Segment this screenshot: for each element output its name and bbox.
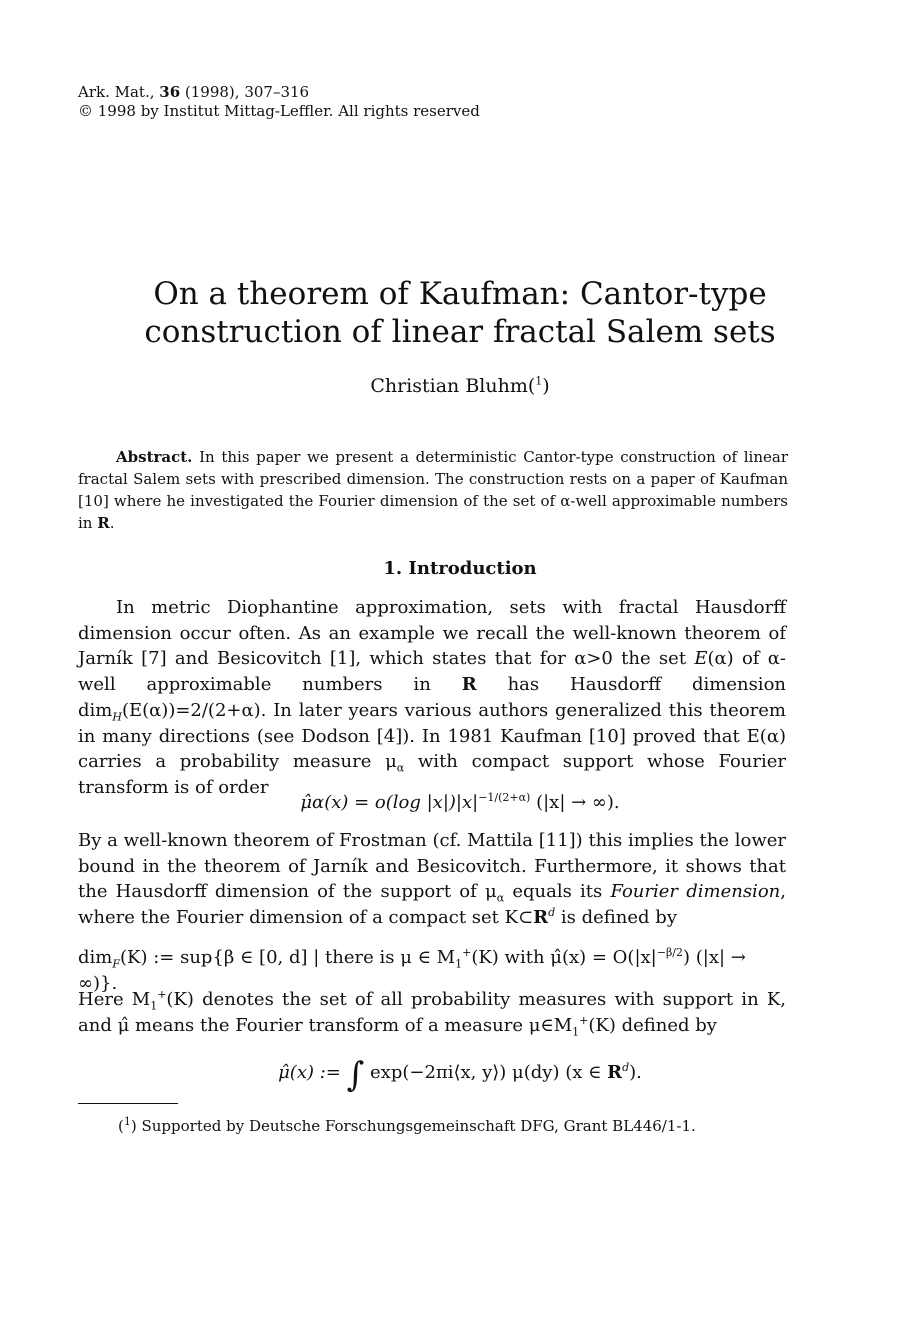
volume-number: 36 — [159, 83, 181, 101]
copyright-line: © 1998 by Institut Mittag-Leffler. All rights reserved — [78, 102, 480, 120]
paragraph-3: Here $M_1^+(K)$ denotes the set of all probability measures with support in K, and μ̂ means the Fourier transform of a measure $\mu\in M_1^+(K)$ defined by — [78, 988, 786, 1039]
equation-fourier-decay: μ̂α(x) = o(log $|x|)|x|^{-1/(2+\alpha)}$ (|x| → ∞). — [300, 791, 620, 813]
footnote-rule — [78, 1103, 178, 1104]
journal-header — [78, 83, 480, 121]
title-line-2: construction of linear fractal Salem sets — [144, 314, 776, 350]
integral-sign: ∫ — [346, 1055, 365, 1095]
footnote-mark: 1 — [123, 1115, 131, 1128]
paper-title — [0, 275, 920, 351]
journal-citation: Ark. Mat., 36 (1998), 307–316 — [78, 83, 310, 101]
title-line-1: On a theorem of Kaufman: Cantor-type — [153, 276, 767, 312]
paragraph-2: By a well-known theorem of Frostman (cf. Mattila [11]) this implies the lower bound in the theorem of Jarník and Besicovitch. Furthermore, it shows that the Hausdorff dimension of the support of $\mu_\alpha$ equals its Fourier dimension, where the Fourier dimension of a compact set $K\subset R^d$ is defined by — [78, 830, 786, 929]
abstract-label: Abstract. — [116, 448, 193, 466]
author-footnote-mark: 1 — [535, 374, 543, 388]
author-name: Christian Bluhm( — [370, 375, 536, 397]
paragraph-1: In metric Diophantine approximation, sets with fractal Hausdorff dimension occur often. As an example we recall the well-known theorem of Jarník [7] and Besicovitch [1], which states that for α>0 the set E(α) of α-well approximable numbers in R has Hausdorff dimension dim$_H$(E(α))=2/(2+α). In later years various authors generalized this theorem in many directions (see Dodson [4]). In 1981 Kaufman [10] proved that E(α) carries a probability measure $\mu_\alpha$ with compact support whose Fourier transform is of order — [78, 597, 787, 798]
abstract-text: In this paper we present a deterministic Cantor-type construction of linear fractal Salem sets with prescribed dimension. The construction rests on a paper of Kaufman [10] where he investigated the Fourier dimension of the set of α-well approximable numbers in — [78, 448, 788, 532]
footnote: ($^1$) Supported by Deutsche Forschungsgemeinschaft DFG, Grant BL446/1-1. — [118, 1115, 696, 1135]
footnote-text: Supported by Deutsche Forschungsgemeinschaft DFG, Grant BL446/1-1. — [136, 1117, 696, 1135]
author-line: Christian Bluhm($^1$) — [370, 374, 550, 397]
section-heading: 1. Introduction — [383, 558, 537, 579]
equation-fourier-transform: μ̂(x) := ∫ exp(−2πi⟨x, y⟩) μ(dy) (x ∈ $R^d$). — [278, 1055, 642, 1095]
abstract: Abstract. In this paper we present a deterministic Cantor-type construction of linear fractal Salem sets with prescribed dimension. The construction rests on a paper of Kaufman [10] where he investigated the Fourier dimension of the set of α-well approximable numbers in R. — [78, 448, 788, 532]
equation-fourier-dimension: dim$_F$(K) := sup{β ∈ [0, d] | there is μ ∈ $M_1^+(K)$ with μ̂(x) = $O(|x|^{-\beta/2}) (|x|$ → ∞)}. — [78, 946, 746, 994]
